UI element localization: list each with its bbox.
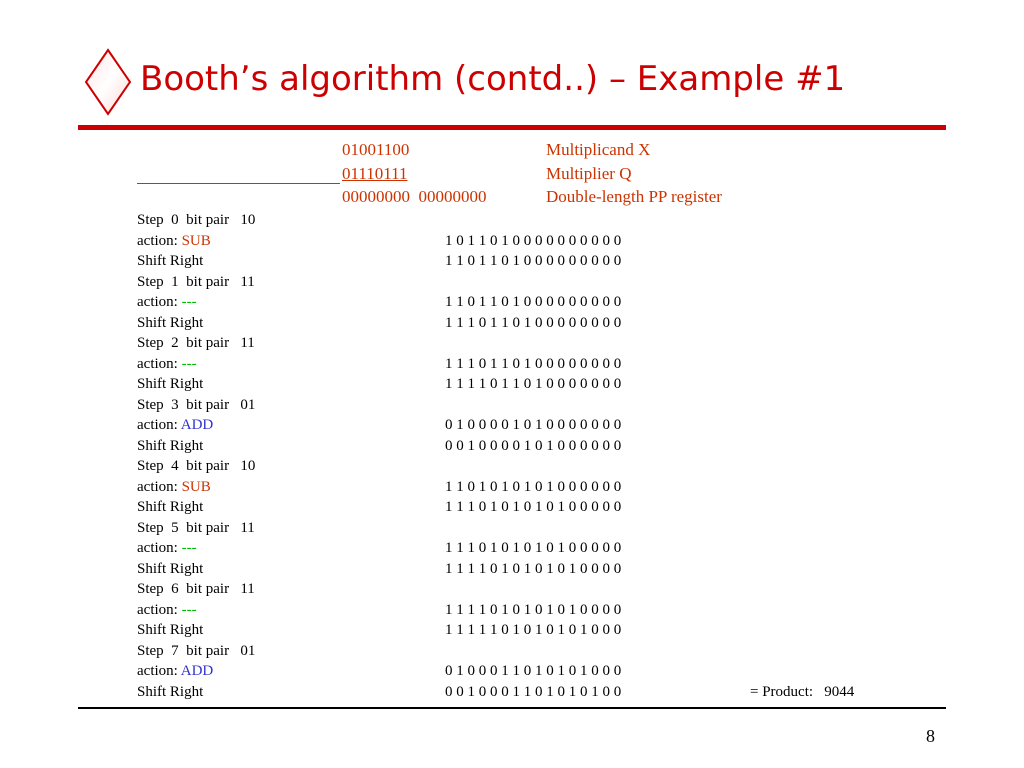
- pp-register-row: [0, 187, 1024, 211]
- step-row: [0, 497, 1024, 518]
- step-table: [0, 210, 1024, 702]
- step-row: [0, 477, 1024, 498]
- register-bits: 1 1 1 1 0 1 1 0 1 0 0 0 0 0 0 0: [445, 376, 622, 392]
- step-row: [0, 579, 1024, 600]
- step-row: [0, 313, 1024, 334]
- action-add: ADD: [180, 417, 214, 433]
- action-none: ---: [181, 355, 197, 372]
- step-row: [0, 518, 1024, 539]
- action-prefix: action:: [137, 540, 182, 556]
- shift-label: Shift Right: [137, 683, 204, 700]
- step-row: [0, 231, 1024, 252]
- step-row: [0, 374, 1024, 395]
- multiplicand-row: [0, 140, 1024, 164]
- footer-rule: [78, 707, 946, 709]
- multiplier-label: Multiplier Q: [546, 163, 632, 183]
- shift-label: Shift Right: [137, 622, 204, 638]
- step-label: Step 4 bit pair 10: [137, 458, 256, 474]
- step-row: [0, 559, 1024, 580]
- step-label: Step 6 bit pair 11: [137, 581, 255, 597]
- step-row: [0, 436, 1024, 457]
- shift-label: Shift Right: [137, 376, 204, 392]
- step-row: [0, 395, 1024, 416]
- step-row: [0, 620, 1024, 641]
- shift-label: Shift Right: [137, 314, 204, 331]
- step-row: [0, 272, 1024, 293]
- shift-label: Shift Right: [137, 499, 204, 515]
- shift-label: Shift Right: [137, 437, 204, 454]
- register-bits: 0 0 1 0 0 0 0 1 0 1 0 0 0 0 0 0: [445, 437, 622, 454]
- action-sub: SUB: [181, 478, 211, 495]
- step-label: Step 2 bit pair 11: [137, 335, 255, 351]
- pp-register-value: 00000000 00000000: [342, 187, 487, 206]
- step-row: [0, 600, 1024, 621]
- page-number: 8: [926, 726, 935, 746]
- operand-block: [0, 140, 1024, 211]
- register-bits: 1 1 1 0 1 0 1 0 1 0 1 0 0 0 0 0: [445, 540, 622, 556]
- action-sub: SUB: [181, 232, 211, 249]
- red-diamond-icon: [84, 48, 132, 116]
- register-bits: 1 1 1 0 1 0 1 0 1 0 1 0 0 0 0 0: [445, 499, 622, 515]
- action-cell: [137, 354, 197, 375]
- multiplicand-value: 01001100: [342, 140, 410, 159]
- shift-label: Shift Right: [137, 253, 204, 269]
- action-prefix: action:: [137, 663, 181, 679]
- action-prefix: action:: [137, 601, 182, 618]
- slide-title: Booth’s algorithm (contd..) – Example #1: [140, 59, 846, 99]
- step-label: Step 1 bit pair 11: [137, 273, 255, 290]
- step-row: [0, 538, 1024, 559]
- action-prefix: action:: [137, 417, 181, 433]
- register-bits: 0 1 0 0 0 0 1 0 1 0 0 0 0 0 0 0: [445, 417, 622, 433]
- register-bits: 1 1 0 1 0 1 0 1 0 1 0 0 0 0 0 0: [445, 478, 622, 495]
- step-label: Step 0 bit pair 10: [137, 212, 256, 228]
- action-prefix: action:: [137, 355, 182, 372]
- action-none: ---: [181, 294, 197, 310]
- step-row: [0, 251, 1024, 272]
- register-bits: 1 1 0 1 1 0 1 0 0 0 0 0 0 0 0 0: [445, 294, 622, 310]
- step-row: [0, 682, 1024, 703]
- step-row: [0, 292, 1024, 313]
- multiplier-underline: [137, 183, 340, 184]
- step-row: [0, 333, 1024, 354]
- action-prefix: action:: [137, 232, 182, 249]
- step-label: Step 7 bit pair 01: [137, 642, 256, 659]
- action-cell: [137, 538, 197, 559]
- register-bits: 1 1 1 1 0 1 0 1 0 1 0 1 0 0 0 0: [445, 601, 622, 618]
- register-bits: 0 1 0 0 0 1 1 0 1 0 1 0 1 0 0 0: [445, 663, 622, 679]
- step-label: Step 5 bit pair 11: [137, 519, 255, 536]
- action-none: ---: [181, 540, 197, 556]
- action-none: ---: [181, 601, 197, 618]
- shift-label: Shift Right: [137, 560, 204, 577]
- action-cell: [137, 600, 197, 621]
- action-cell: [137, 661, 213, 682]
- register-bits: 0 0 1 0 0 0 1 1 0 1 0 1 0 1 0 0: [445, 683, 622, 700]
- pp-register-label: Double-length PP register: [546, 187, 722, 206]
- action-prefix: action:: [137, 294, 182, 310]
- product-result: = Product: 9044: [750, 683, 855, 700]
- step-row: [0, 354, 1024, 375]
- register-bits: 1 1 1 1 1 0 1 0 1 0 1 0 1 0 0 0: [445, 622, 622, 638]
- action-cell: [137, 477, 211, 498]
- step-row: [0, 210, 1024, 231]
- multiplier-value: 01110111: [342, 163, 408, 183]
- action-cell: [137, 292, 197, 313]
- action-cell: [137, 231, 211, 252]
- action-add: ADD: [180, 663, 214, 679]
- register-bits: 1 0 1 1 0 1 0 0 0 0 0 0 0 0 0 0: [445, 232, 622, 249]
- register-bits: 1 1 1 1 0 1 0 1 0 1 0 1 0 0 0 0: [445, 560, 622, 577]
- title-rule: [78, 125, 946, 130]
- action-prefix: action:: [137, 478, 182, 495]
- register-bits: 1 1 0 1 1 0 1 0 0 0 0 0 0 0 0 0: [445, 253, 622, 269]
- step-row: [0, 641, 1024, 662]
- step-label: Step 3 bit pair 01: [137, 396, 256, 413]
- step-row: [0, 456, 1024, 477]
- step-row: [0, 661, 1024, 682]
- multiplicand-label: Multiplicand X: [546, 140, 651, 159]
- register-bits: 1 1 1 0 1 1 0 1 0 0 0 0 0 0 0 0: [445, 314, 622, 331]
- action-cell: [137, 415, 213, 436]
- register-bits: 1 1 1 0 1 1 0 1 0 0 0 0 0 0 0 0: [445, 355, 622, 372]
- step-row: [0, 415, 1024, 436]
